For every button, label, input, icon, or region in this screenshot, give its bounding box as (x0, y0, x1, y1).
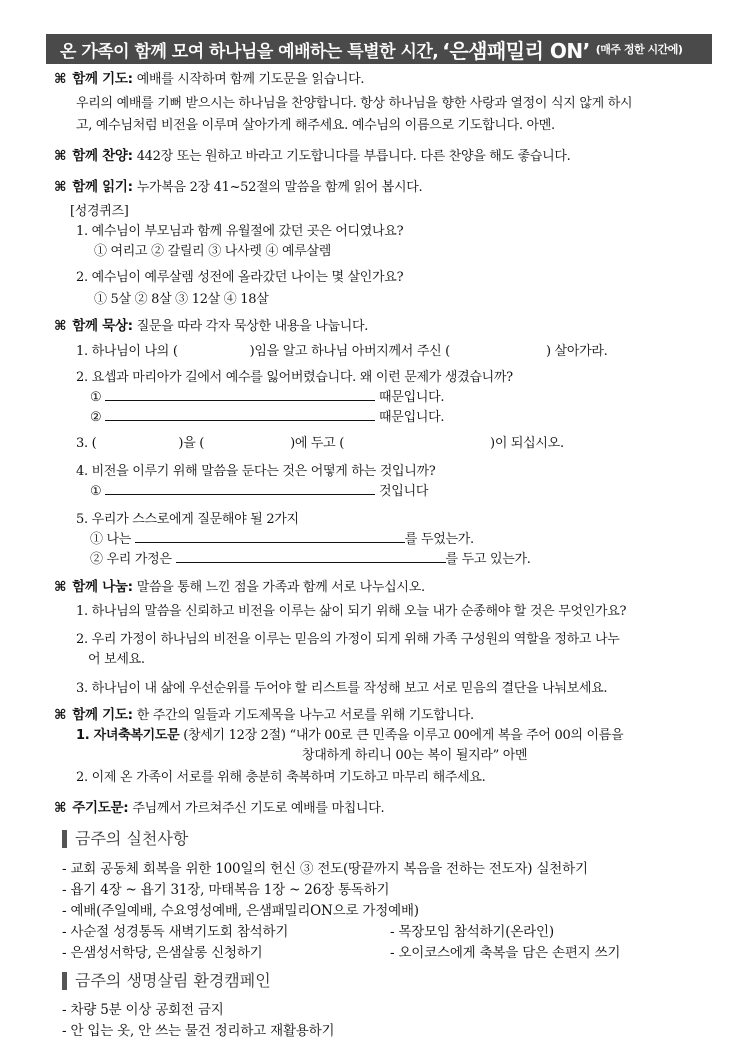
text-part: 를 두었는가. (404, 532, 474, 547)
command-icon: ⌘ (54, 707, 67, 723)
quiz-options: ① 5살 ② 8살 ③ 12살 ④ 18살 (94, 292, 269, 307)
answer-blank[interactable] (135, 530, 405, 543)
section-heading: 함께 묵상: (72, 318, 133, 334)
section-heading: 함께 찬양: (72, 148, 133, 164)
blessing-prayer (76, 724, 623, 743)
meditation-question-3 (76, 432, 564, 451)
banner-brand-text: ‘은샘패밀리 ON’ (442, 38, 590, 63)
text-part: 를 두고 있는가. (445, 552, 531, 567)
section-heading: 주기도문: (72, 800, 129, 816)
section-description: 주님께서 가르쳐주신 기도로 예배를 마칩니다. (132, 801, 385, 816)
practice-item: - 은샘성서학당, 은샘살롱 신청하기 (62, 945, 263, 961)
answer-line (90, 386, 444, 405)
text-part: )이 되십시오. (490, 436, 564, 451)
banner-note-text: (매주 정한 시간에) (595, 43, 683, 56)
prayer-text-line: 우리의 예배를 기뻐 받으시는 하나님을 찬양합니다. 항상 하나님을 향한 사랑과 열정이 식지 않게 하시 (76, 96, 633, 111)
answer-blank[interactable] (105, 388, 375, 401)
practice-item: - 오이코스에게 축복을 담은 손편지 쓰기 (390, 945, 621, 961)
practice-item: - 예배(주일예배, 수요영성예배, 은샘패밀리ON으로 가정예배) (62, 903, 419, 919)
command-icon: ⌘ (54, 579, 67, 595)
section-heading: 함께 기도: (72, 71, 133, 87)
sharing-question-1: 1. 하나님의 말씀을 신뢰하고 비전을 이루는 삶이 되기 위해 오늘 내가 순종해야 할 것은 무엇인가요? (76, 604, 627, 619)
campaign-heading: 금주의 생명살림 환경캠페인 (62, 972, 271, 990)
title-banner (46, 34, 712, 64)
practice-item: - 교회 공동체 회복을 위한 100일의 헌신 ③ 전도(땅끝까지 복음을 전하는 전도자) 실천하기 (62, 861, 588, 877)
text-part: )을 ( (178, 436, 205, 451)
answer-line (90, 406, 444, 425)
option-marker: ① (90, 484, 102, 499)
section-heading: 함께 나눔: (72, 579, 133, 595)
option-marker: ② (90, 410, 102, 425)
quiz-question: 2. 예수님이 예루살렘 성전에 올라갔던 나이는 몇 살인가요? (76, 270, 404, 285)
sharing-question-2: 2. 우리 가정이 하나님의 비전을 이루는 믿음의 가정이 되게 위해 가족 구성원의 역할을 정하고 나누 (76, 632, 620, 647)
answer-line (90, 548, 531, 567)
option-marker: ① (90, 390, 102, 405)
section-description: 442장 또는 원하고 바라고 기도합니다를 부릅니다. 다른 찬양을 해도 좋습니다. (136, 149, 571, 164)
answer-blank[interactable] (105, 482, 375, 495)
sharing-question-2-cont: 어 보세요. (88, 652, 145, 667)
section-description: 질문을 따라 각자 묵상한 내용을 나눕니다. (136, 319, 369, 334)
command-icon: ⌘ (54, 318, 67, 334)
section-sharing (54, 575, 425, 595)
meditation-question-2: 2. 요셉과 마리아가 길에서 예수를 잃어버렸습니다. 왜 이런 문제가 생겼습니까? (76, 370, 513, 385)
meditation-question-4: 4. 비전을 이루기 위해 말씀을 둔다는 것은 어떻게 하는 것입니까? (76, 464, 436, 479)
campaign-item: - 차량 5분 이상 공회전 금지 (62, 1002, 224, 1018)
text-part: )임을 알고 하나님 아버지께서 주신 ( (249, 344, 450, 359)
banner-main-text: 온 가족이 함께 모여 하나님을 예배하는 특별한 시간, (60, 41, 439, 62)
quiz-title: [성경퀴즈] (70, 204, 129, 219)
text-part: ) 살아가라. (545, 344, 608, 359)
text-part: ① 나는 (90, 532, 132, 547)
answer-blank[interactable] (105, 408, 375, 421)
section-lords-prayer (54, 796, 384, 816)
section-heading: 함께 읽기: (72, 179, 133, 195)
campaign-item: - 안 입는 옷, 안 쓰는 물건 정리하고 재활용하기 (62, 1023, 335, 1039)
answer-blank[interactable] (176, 550, 446, 563)
section-opening-prayer (54, 67, 364, 87)
section-praise (54, 144, 571, 164)
sharing-question-3: 3. 하나님이 내 삶에 우선순위를 두어야 할 리스트를 작성해 보고 서로 믿음의 결단을 나눠보세요. (76, 681, 608, 696)
blessing-prayer-text: (창세기 12장 2절) “내가 00로 큰 민족을 이루고 00에게 복을 주어 00의 이름을 (179, 728, 624, 743)
section-description: 한 주간의 일들과 기도제목을 나누고 서로를 위해 기도합니다. (136, 708, 474, 723)
command-icon: ⌘ (54, 148, 67, 164)
section-heading: 함께 기도: (72, 707, 133, 723)
answer-suffix: 때문입니다. (379, 390, 445, 405)
blessing-prayer-label: 1. 자녀축복기도문 (76, 728, 180, 743)
blessing-prayer-line2: 창대하게 하리니 00는 복이 될지라” 아멘 (302, 748, 528, 763)
quiz-question: 1. 예수님이 부모님과 함께 유월절에 갔던 곳은 어디였나요? (76, 224, 404, 239)
practice-item: - 사순절 성경통독 새벽기도회 참석하기 (62, 924, 289, 940)
command-icon: ⌘ (54, 800, 67, 816)
prayer-text-line: 고, 예수님처럼 비전을 이루며 살아가게 해주세요. 예수님의 이름으로 기도합니다. 아멘. (76, 118, 555, 133)
meditation-question-1 (76, 340, 607, 359)
section-closing-prayer (54, 703, 474, 723)
section-description: 누가복음 2장 41~52절의 말씀을 함께 읽어 봅시다. (136, 180, 423, 195)
text-part: )에 두고 ( (290, 436, 345, 451)
quiz-options: ① 여리고 ② 갈릴리 ③ 나사렛 ④ 예루살렘 (94, 244, 331, 259)
practice-item: - 목장모임 참석하기(온라인) (390, 924, 554, 940)
answer-suffix: 때문입니다. (379, 410, 445, 425)
text-part: 3. ( (76, 436, 97, 451)
answer-line (90, 528, 474, 547)
section-description: 말씀을 통해 느낀 점을 가족과 함께 서로 나누십시오. (136, 580, 425, 595)
command-icon: ⌘ (54, 71, 67, 87)
command-icon: ⌘ (54, 179, 67, 195)
text-part: 1. 하나님이 나의 ( (76, 344, 178, 359)
answer-line (90, 480, 428, 499)
closing-prayer-item: 2. 이제 온 가족이 서로를 위해 충분히 축복하며 기도하고 마무리 해주세요. (76, 770, 486, 785)
section-meditation (54, 314, 368, 334)
section-description: 예배를 시작하며 함께 기도문을 읽습니다. (136, 72, 365, 87)
meditation-question-5: 5. 우리가 스스로에게 질문해야 될 2가지 (76, 512, 299, 527)
section-reading (54, 175, 422, 195)
text-part: ② 우리 가정은 (90, 552, 172, 567)
practice-item: - 욥기 4장 ~ 욥기 31장, 마태복음 1장 ~ 26장 통독하기 (62, 882, 390, 898)
practice-heading: 금주의 실천사항 (62, 830, 188, 848)
answer-suffix: 것입니다 (379, 484, 429, 499)
